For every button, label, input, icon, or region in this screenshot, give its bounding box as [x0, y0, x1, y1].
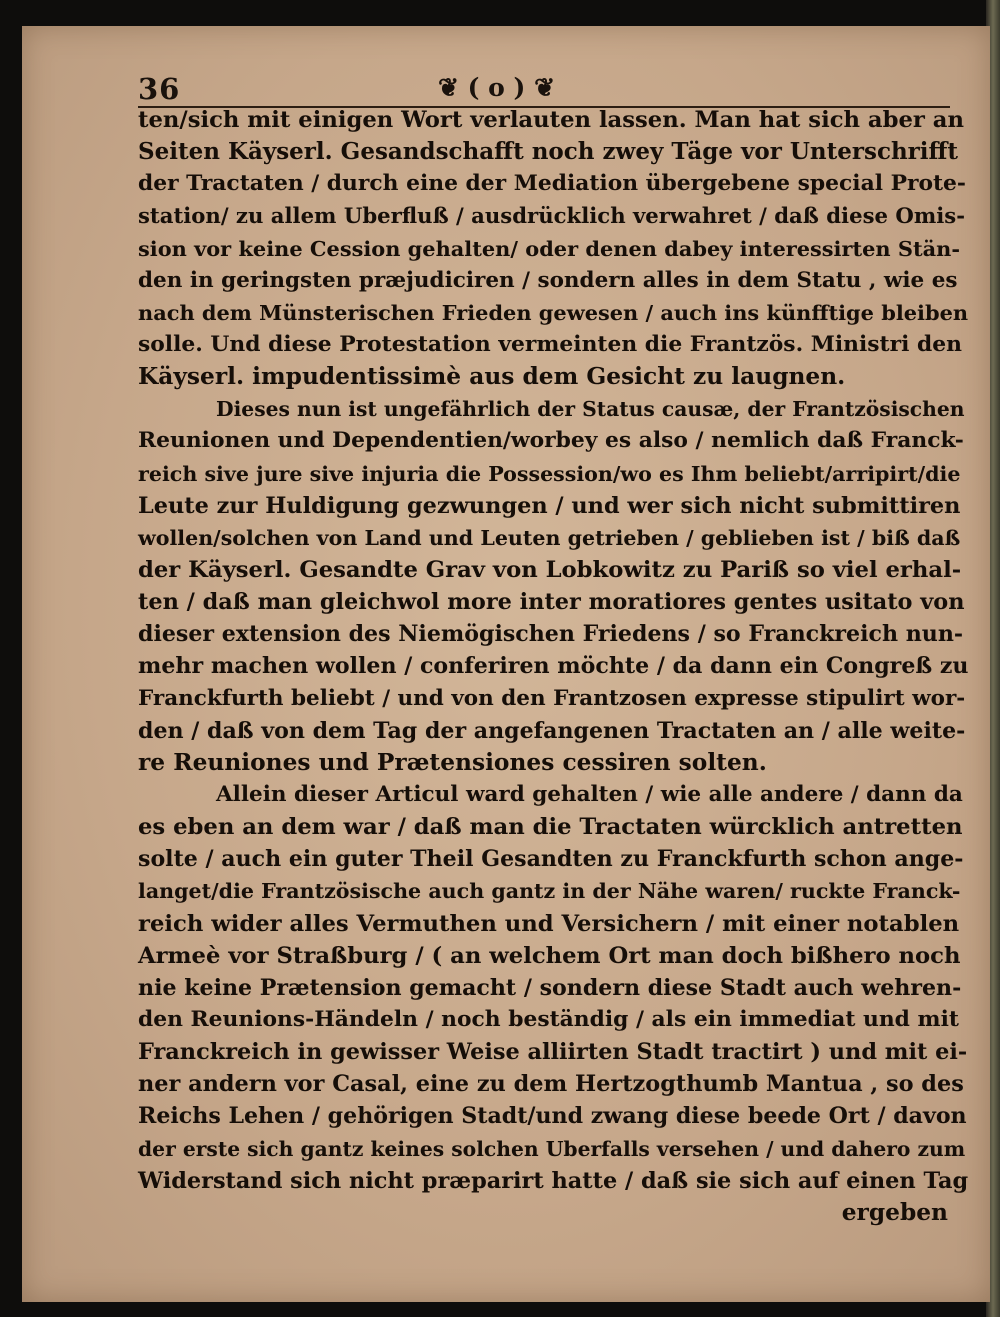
text-line: der Tractaten / durch eine der Mediation übergebene special Prote-	[138, 171, 966, 197]
paragraph-start-line: Dieses nun ist ungefährlich der Status causæ, der Frantzösischen	[216, 397, 965, 422]
text-line: wollen/solchen von Land und Leuten getrieben / geblieben ist / biß daß	[138, 525, 961, 550]
text-line: Franckreich in gewisser Weise alliirten Stadt tractirt ) und mit ei-	[138, 1039, 968, 1066]
text-line: Reunionen und Dependentien/worbey es also / nemlich daß Franck-	[138, 428, 964, 454]
text-line: mehr machen wollen / conferiren möchte / da dann ein Congreß zu	[138, 653, 969, 680]
text-line: sion vor keine Cession gehalten/ oder denen dabey interessirten Stän-	[138, 235, 961, 261]
catchword: ergeben	[841, 1198, 948, 1226]
text-line: den in geringsten præjudiciren / sondern alles in dem Statu , wie es	[138, 267, 958, 293]
text-line: solte / auch ein guter Theil Gesandten zu Franckfurth schon ange-	[138, 846, 964, 873]
text-line: dieser extension des Niemögischen Friedens / so Franckreich nun-	[138, 621, 964, 648]
text-line: langet/die Frantzösische auch gantz in der Nähe waren/ ruckte Franck-	[138, 879, 961, 904]
page-number: 36	[138, 72, 181, 106]
text-line: ten/sich mit einigen Wort verlauten lassen. Man hat sich aber an	[138, 107, 964, 133]
text-line: Seiten Käyserl. Gesandschafft noch zwey Täge vor Unterschrifft	[138, 138, 959, 166]
text-line: station/ zu allem Uberfluß / ausdrücklich verwahret / daß diese Omis-	[138, 203, 966, 229]
text-line: nach dem Münsterischen Frieden gewesen / auch ins künfftige bleiben	[138, 299, 969, 325]
text-line: solle. Und diese Protestation vermeinten die Frantzös. Ministri den	[138, 331, 962, 357]
text-line: re Reuniones und Prætensiones cessiren solten.	[138, 748, 767, 776]
text-line: Armeè vor Straßburg / ( an welchem Ort man doch bißhero noch	[138, 942, 961, 969]
text-line: Reichs Lehen / gehörigen Stadt/und zwang diese beede Ort / davon	[138, 1103, 967, 1130]
text-line: Franckfurth beliebt / und von den Frantzosen expresse stipulirt wor-	[138, 685, 966, 711]
text-line: den / daß von dem Tag der angefangenen Tractaten an / alle weite-	[138, 717, 966, 744]
running-head-ornament: ❦ ( o ) ❦	[438, 73, 556, 102]
text-line: der Käyserl. Gesandte Grav von Lobkowitz zu Pariß so viel erhal-	[138, 556, 962, 583]
text-line: reich wider alles Vermuthen und Versichern / mit einer notablen	[138, 910, 960, 937]
text-line: Widerstand sich nicht præparirt hatte / daß sie sich auf einen Tag	[138, 1167, 969, 1194]
text-line: ner andern vor Casal, eine zu dem Hertzogthumb Mantua , so des	[138, 1071, 964, 1098]
body-text	[138, 104, 968, 1229]
text-line: reich sive jure sive injuria die Possession/wo es Ihm beliebt/arripirt/die	[138, 461, 961, 486]
paragraph-start-line: Allein dieser Articul ward gehalten / wie alle andere / dann da	[216, 781, 963, 807]
text-line: nie keine Prætension gemacht / sondern diese Stadt auch wehren-	[138, 974, 962, 1001]
text-line: der erste sich gantz keines solchen Uberfalls versehen / und dahero zum	[138, 1136, 966, 1161]
text-line: ten / daß man gleichwol more inter moratiores gentes usitato von	[138, 589, 965, 616]
page-header	[138, 72, 948, 108]
text-line: es eben an dem war / daß man die Tractaten würcklich antretten	[138, 814, 963, 841]
text-line: Leute zur Huldigung gezwungen / und wer sich nicht submittiren	[138, 492, 961, 519]
text-line: Käyserl. impudentissimè aus dem Gesicht zu laugnen.	[138, 363, 846, 391]
text-line: den Reunions-Händeln / noch beständig / als ein immediat und mit	[138, 1006, 959, 1032]
